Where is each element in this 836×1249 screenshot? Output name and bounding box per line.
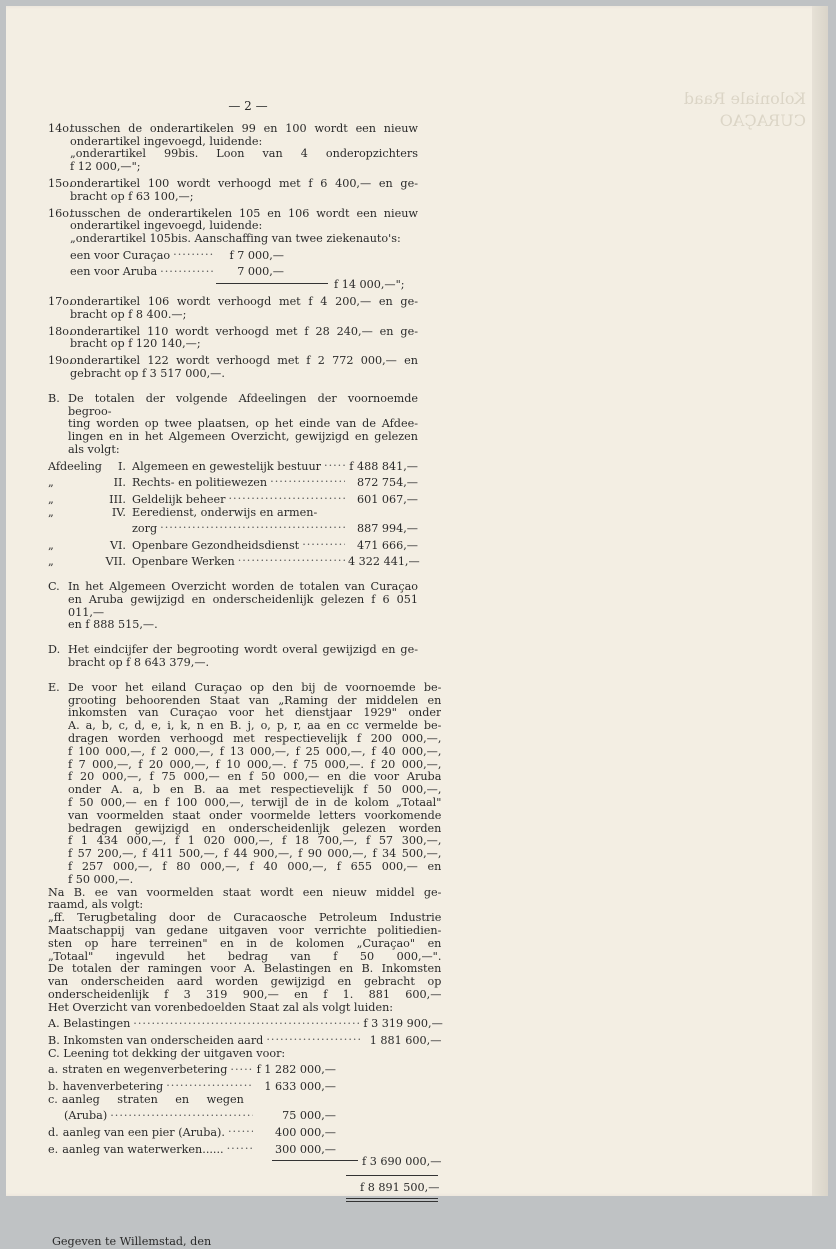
ambulance-row-amount: f 7 000,— [229, 248, 284, 262]
document-page [6, 6, 828, 1248]
section-b-block [48, 393, 418, 569]
afdeeling-roman: IV. [111, 505, 126, 519]
text-line: Maatschappij van gedane uitgaven voor verrichte politiedien- [48, 925, 442, 937]
text-line: f 50 000,—. [68, 873, 134, 886]
afdeeling-row [48, 507, 418, 520]
loan-letter: e. [48, 1142, 59, 1156]
loan-label: havenverbetering [62, 1079, 164, 1093]
text-line: onderartikel ingevoegd, luidende: [70, 135, 263, 148]
afdeeling-row [48, 536, 418, 553]
text-line: onderartikel 110 wordt verhoogd met f 28 240,— en ge- [70, 325, 418, 338]
text-line: Het Overzicht van vorenbedoelden Staat zal als volgt luiden: [48, 1001, 394, 1014]
text-line: onderartikel 100 wordt verhoogd met f 6 400,— en ge- [70, 177, 418, 190]
afdeeling-name: Rechts- en politiewezen [132, 476, 268, 490]
text-line: inkomsten van Curaçao voor het dienstjaar 1929" onder [68, 707, 442, 720]
text-line: als volgt: [68, 443, 120, 456]
loan-letter: d. [48, 1125, 59, 1139]
section-text [68, 581, 418, 632]
afdeeling-name: Openbare Gezondheidsdienst [132, 538, 300, 552]
text-line: f 7 000,—, f 20 000,—, f 10 000,—. f 75 000,—. f 20 000,—, [68, 758, 442, 771]
section-text [48, 681, 443, 1202]
new-revenue-paragraph [48, 887, 441, 1202]
loan-label: aanleg van een pier (Aruba). [62, 1125, 225, 1139]
ambulance-total-amount: f 14 000,—"; [334, 278, 405, 292]
text-line: onderscheidenlijk f 3 319 900,— en f 1. 881 600,— [48, 988, 442, 1001]
leader-dots [302, 536, 345, 549]
article-item [48, 326, 418, 352]
page-edge-strip [812, 6, 828, 1196]
ambulance-total [70, 279, 418, 292]
afdeeling-roman: VII. [105, 555, 126, 569]
loan-letter: a. [48, 1063, 59, 1077]
text-line: De totalen der ramingen voor A. Belastingen en B. Inkomsten [48, 963, 442, 976]
afdeeling-prefix: „ [48, 538, 54, 552]
afdeeling-amount: 601 067,— [356, 492, 418, 506]
afdeeling-row [48, 519, 418, 536]
leader-dots [238, 552, 345, 565]
text-line: van voormelden staat onder voormelde letters voorkomende [68, 809, 442, 822]
section-b [48, 393, 418, 569]
article-number: 17o. [48, 294, 73, 308]
text-line: tusschen de onderartikelen 99 en 100 wordt een nieuw [70, 122, 418, 135]
article-item [48, 178, 418, 204]
loan-label: (Aruba) [64, 1109, 108, 1123]
overview-row-label: A. Belastingen [48, 1017, 131, 1031]
text-line: f 50 000,— en f 100 000,—, terwijl de in de kolom „Totaal" [68, 797, 442, 810]
afdeeling-roman: III. [109, 492, 126, 506]
leader-dots [228, 1123, 253, 1136]
section-e [48, 680, 443, 1202]
text-line: f 57 200,—, f 411 500,—, f 44 900,—, f 90 000,—, f 34 500,—, [68, 848, 442, 861]
leader-dots [227, 1140, 253, 1153]
afdeeling-row [48, 490, 418, 507]
section-label: E. [48, 680, 60, 694]
article-item [48, 355, 418, 381]
text-line: lingen en in het Algemeen Overzicht, gewijzigd en gelezen [68, 431, 418, 444]
article-item [48, 208, 418, 292]
afdeeling-amount: 471 666,— [356, 538, 418, 552]
text-line: bracht op f 63 100,—; [70, 190, 194, 203]
loan-letter: b. [48, 1079, 59, 1093]
text-line: f 20 000,—, f 75 000,— en f 50 000,— en die voor Aruba [68, 771, 442, 784]
text-line: A. a, b, c, d, e, i, k, n en B. j, o, p, r, aa en cc vermelde be- [68, 720, 442, 733]
leader-dots [133, 1015, 360, 1028]
overview-row-amount: 1 881 600,— [369, 1033, 442, 1047]
text-line: f 1 434 000,—, f 1 020 000,—, f 18 700,—, f 57 300,—, [68, 835, 442, 848]
text-line: onderartikel ingevoegd, luidende: [70, 220, 263, 233]
bleed-through-text: Koloniale Raad CURAÇAO [683, 89, 806, 130]
afdeeling-amount: 872 754,— [356, 476, 418, 490]
page-number: — 2 — [228, 99, 268, 113]
article-text [70, 178, 418, 204]
article-text [70, 355, 418, 381]
text-line: grooting behoorenden Staat van „Raming der middelen en [68, 694, 442, 707]
leader-dots [228, 490, 345, 503]
loan-total-amount: f 3 690 000,— [362, 1155, 442, 1169]
afdeeling-roman: I. [118, 459, 126, 473]
sum-rule [216, 283, 328, 284]
loan-label: aanleg straten en wegen [61, 1092, 244, 1106]
grand-total-row [48, 1182, 441, 1195]
afdeeling-name: Algemeen en gewestelijk bestuur [132, 459, 322, 473]
afdeeling-prefix: „ [48, 476, 54, 490]
loan-label: straten en wegenverbetering [62, 1063, 228, 1077]
text-line: „Totaal" ingevuld het bedrag van f 50 000,—". [48, 950, 442, 963]
text-line: en f 888 515,—. [68, 619, 158, 632]
loan-row [48, 1077, 336, 1094]
afdeeling-prefix: „ [48, 492, 54, 506]
text-line: „onderartikel 105bis. Aanschaffing van twee ziekenauto's: [70, 233, 401, 246]
text-line: De totalen der volgende Afdeelingen der voornoemde begroo- [68, 392, 418, 418]
afdeeling-amount: f 488 841,— [349, 459, 418, 473]
section-c [48, 581, 418, 632]
leader-dots [160, 519, 345, 532]
leader-dots [166, 1077, 253, 1090]
text-line: van onderscheiden aard worden gewijzigd en gebracht op [48, 976, 442, 989]
overview-row-label: B. Inkomsten van onderscheiden aard [48, 1033, 264, 1047]
loan-row [48, 1123, 336, 1140]
text-line: raamd, als volgt: [48, 899, 144, 912]
overview-c-title: C. Leening tot dekking der uitgaven voor: [48, 1047, 286, 1060]
text-line: bedragen gewijzigd en onderscheidenlijk gelezen worden [68, 822, 442, 835]
afdeeling-name: Openbare Werken [132, 555, 235, 569]
afdeeling-row [48, 457, 418, 474]
leader-dots [173, 246, 215, 259]
afdeeling-name: Geldelijk beheer [132, 492, 226, 506]
leader-dots [270, 473, 345, 486]
loan-row [48, 1107, 336, 1124]
article-text [70, 208, 418, 292]
ambulance-row [70, 246, 284, 263]
text-line: bracht op f 120 140,—; [70, 338, 201, 351]
ambulance-row-label: een voor Curaçao [70, 248, 171, 262]
afdeeling-amount: 887 994,— [356, 522, 418, 536]
article-item [48, 296, 418, 322]
loan-amount: 1 633 000,— [264, 1079, 336, 1093]
overview-row [48, 1031, 441, 1048]
loan-amount: 300 000,— [274, 1142, 336, 1156]
article-number: 19o. [48, 354, 73, 368]
overview-row-amount: f 3 319 900,— [363, 1017, 443, 1031]
ambulance-row-label: een voor Aruba [70, 265, 158, 279]
article-number: 15o. [48, 176, 73, 190]
afdeeling-name: Eeredienst, onderwijs en armen- [132, 505, 318, 519]
loan-row [48, 1140, 336, 1157]
text-line: In het Algemeen Overzicht worden de totalen van Curaçao [68, 581, 418, 594]
section-d [48, 644, 418, 670]
text-line: „ff. Terugbetaling door de Curacaosche Petroleum Industrie [48, 912, 442, 925]
text-line: Het eindcijfer der begrooting wordt overal gewijzigd en ge- [68, 644, 418, 657]
section-label: D. [48, 643, 61, 657]
leader-dots [160, 263, 215, 276]
grand-total-amount: f 8 891 500,— [360, 1181, 440, 1195]
leader-dots [266, 1031, 360, 1044]
text-line: Na B. ee van voormelden staat wordt een nieuw middel ge- [48, 886, 442, 899]
afdeeling-prefix: „ [48, 505, 54, 519]
text-line: f 12 000,—"; [70, 161, 141, 174]
article-number: 16o. [48, 206, 73, 220]
text-line: tusschen de onderartikelen 105 en 106 wordt een nieuw [70, 207, 418, 220]
loan-total-row [48, 1156, 441, 1169]
afdeeling-row [48, 473, 418, 490]
loan-amount: 75 000,— [282, 1109, 336, 1123]
section-label: B. [48, 391, 60, 405]
text-line: onder A. a, b en B. aa met respectievelijk f 50 000,—, [68, 784, 442, 797]
leader-dots [230, 1061, 253, 1074]
text-line: ting worden op twee plaatsen, op het einde van de Afdee- [68, 418, 418, 431]
afdeeling-prefix: Afdeeling [48, 459, 102, 473]
signature-line: Gegeven te Willemstad, den [52, 1234, 212, 1248]
article-text [70, 123, 418, 174]
afdeeling-amount: 4 322 441,— [348, 555, 420, 569]
overview-row [48, 1015, 441, 1032]
ambulance-row-amount: 7 000,— [237, 265, 284, 279]
document-body [48, 99, 443, 1249]
text-line: onderartikel 106 wordt verhoogd met f 4 200,— en ge- [70, 295, 418, 308]
text-line: bracht op f 8 400.—; [70, 308, 187, 321]
section-block [48, 581, 418, 632]
text-line: f 100 000,—, f 2 000,—, f 13 000,—, f 25 000,—, f 40 000,—, [68, 745, 442, 758]
total-rule [346, 1175, 438, 1176]
loan-label: aanleg van waterwerken...... [62, 1142, 224, 1156]
section-text [48, 392, 420, 569]
text-line: „onderartikel 99bis. Loon van 4 onderopzichters [70, 148, 418, 161]
text-line: f 257 000,—, f 80 000,—, f 40 000,—, f 655 000,— en [68, 861, 442, 874]
loan-row [48, 1061, 336, 1078]
afdeeling-name: zorg [132, 522, 158, 536]
ambulance-row [70, 263, 284, 280]
loan-amount: 400 000,— [274, 1125, 336, 1139]
overview-table [48, 1015, 441, 1202]
text-line: De voor het eiland Curaçao op den bij de voornoemde be- [68, 681, 442, 694]
text-line: en Aruba gewijzigd en onderscheidenlijk gelezen f 6 051 011,— [68, 593, 418, 619]
text-line: gebracht op f 3 517 000,—. [70, 367, 225, 380]
afdeeling-prefix: „ [48, 555, 54, 569]
afdeeling-roman: VI. [109, 538, 126, 552]
article-item [48, 123, 418, 174]
sum-rule [272, 1160, 358, 1161]
afdeeling-row [48, 552, 418, 569]
loan-letter: c. [48, 1092, 58, 1106]
text-line: bracht op f 8 643 379,—. [68, 657, 210, 670]
section-block [48, 644, 418, 670]
afdeeling-roman: II. [113, 476, 126, 490]
loan-row [48, 1094, 336, 1107]
section-e-block [48, 680, 443, 1202]
article-number: 14o. [48, 121, 73, 135]
ambulance-list [70, 246, 284, 279]
section-label: C. [48, 580, 60, 594]
text-line: dragen worden verhoogd met respectievelijk f 200 000,—, [68, 733, 442, 746]
text-line: sten op hare terreinen" en in de kolomen „Curaçao" en [48, 937, 442, 950]
loan-amount: f 1 282 000,— [256, 1063, 336, 1077]
article-number: 18o. [48, 324, 73, 338]
section-text [68, 644, 418, 670]
article-text [70, 296, 418, 322]
article-list [48, 123, 418, 381]
text-line: onderartikel 122 wordt verhoogd met f 2 772 000,— en [70, 355, 418, 368]
leader-dots [324, 457, 345, 470]
leader-dots [110, 1107, 253, 1120]
loan-list [48, 1061, 336, 1157]
article-text [70, 326, 418, 352]
